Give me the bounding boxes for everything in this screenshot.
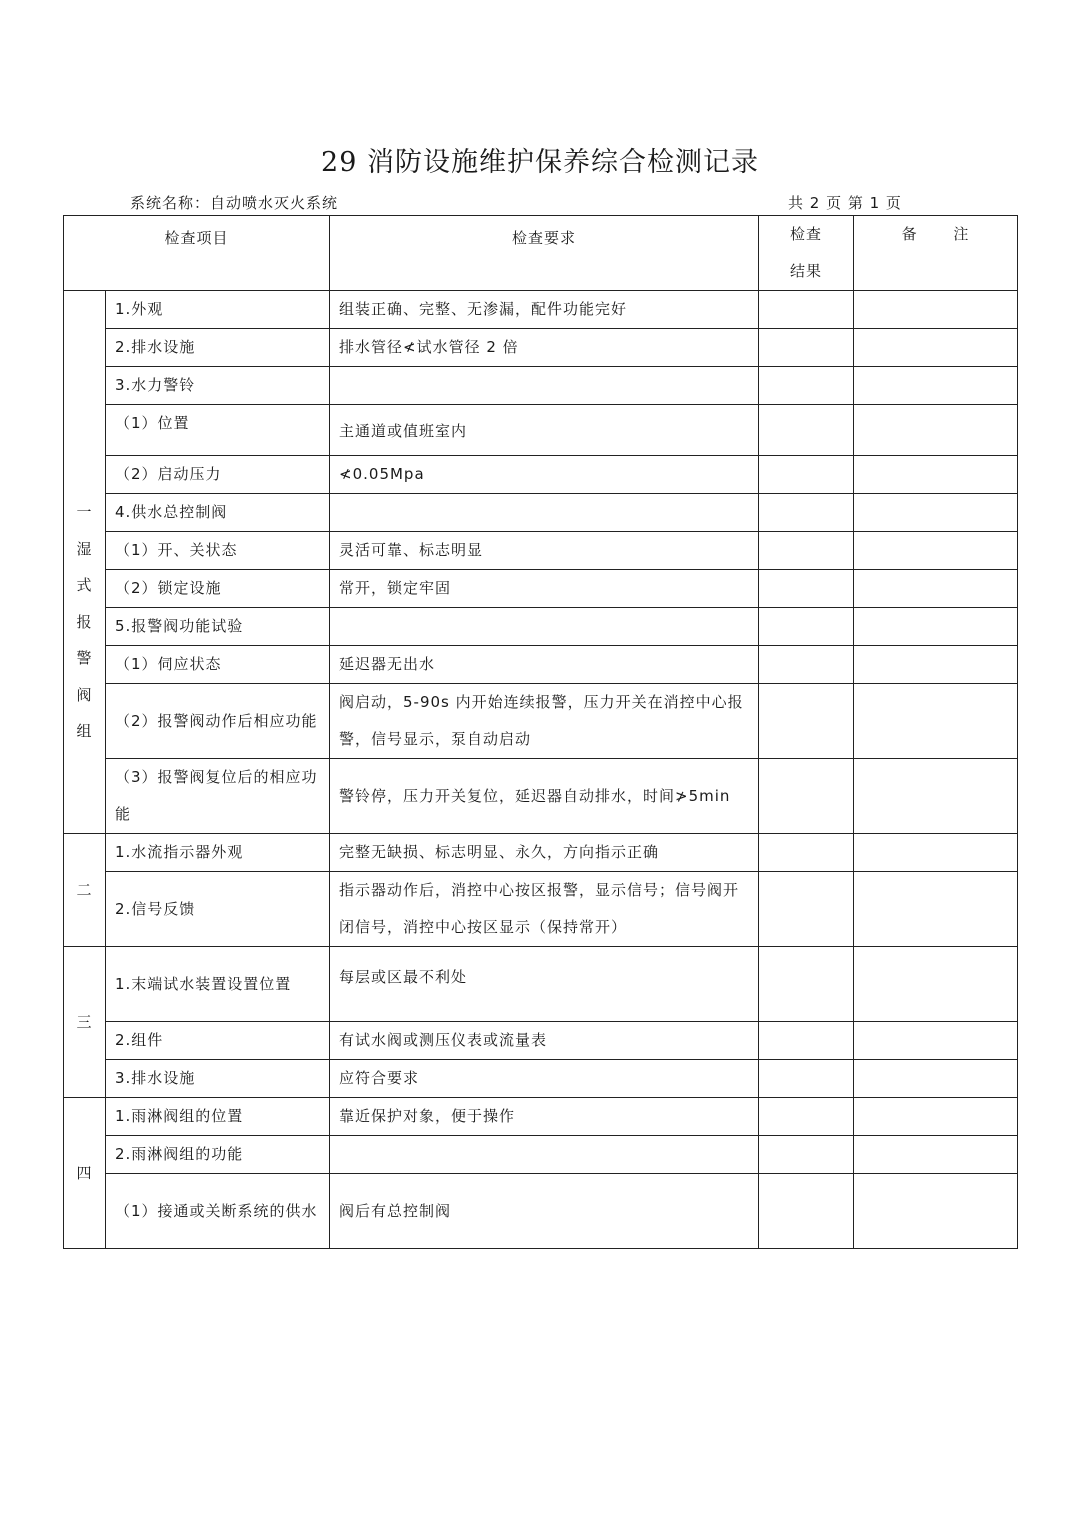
requirement-cell: 主通道或值班室内: [330, 405, 759, 456]
note-cell[interactable]: [854, 1174, 1018, 1249]
requirement-cell: ≮0.05Mpa: [330, 456, 759, 494]
table-row: [64, 872, 1018, 947]
item-cell: （3）报警阀复位后的相应功能: [106, 759, 330, 834]
item-cell: 1.水流指示器外观: [106, 834, 330, 872]
note-cell[interactable]: [854, 1098, 1018, 1136]
result-cell[interactable]: [759, 456, 854, 494]
result-cell[interactable]: [759, 947, 854, 1022]
table-row: [64, 1136, 1018, 1174]
item-cell: 5.报警阀功能试验: [106, 608, 330, 646]
table-row: [64, 646, 1018, 684]
note-cell[interactable]: [854, 1136, 1018, 1174]
result-cell[interactable]: [759, 367, 854, 405]
note-cell[interactable]: [854, 291, 1018, 329]
requirement-cell: 组装正确、完整、无渗漏，配件功能完好: [330, 291, 759, 329]
note-cell[interactable]: [854, 872, 1018, 947]
table-row: [64, 405, 1018, 456]
item-cell: （1）接通或关断系统的供水: [106, 1174, 330, 1249]
result-cell[interactable]: [759, 646, 854, 684]
requirement-cell: [330, 367, 759, 405]
table-row: [64, 570, 1018, 608]
table-row: [64, 684, 1018, 759]
item-cell: 2.组件: [106, 1022, 330, 1060]
requirement-cell: 常开，锁定牢固: [330, 570, 759, 608]
header-requirement: 检查要求: [330, 216, 759, 291]
requirement-cell: 完整无缺损、标志明显、永久，方向指示正确: [330, 834, 759, 872]
item-cell: （1）开、关状态: [106, 532, 330, 570]
result-cell[interactable]: [759, 1098, 854, 1136]
group-label: 一湿式报警阀组: [64, 291, 106, 834]
result-cell[interactable]: [759, 532, 854, 570]
item-cell: 2.排水设施: [106, 329, 330, 367]
item-cell: 1.外观: [106, 291, 330, 329]
system-name: 系统名称：自动喷水灭火系统: [130, 194, 339, 212]
requirement-cell: [330, 1136, 759, 1174]
requirement-cell: 排水管径≮试水管径 2 倍: [330, 329, 759, 367]
note-cell[interactable]: [854, 405, 1018, 456]
result-cell[interactable]: [759, 759, 854, 834]
inspection-table: [63, 215, 1018, 1249]
result-cell[interactable]: [759, 291, 854, 329]
table-row: [64, 532, 1018, 570]
item-cell: （1）位置: [106, 405, 330, 456]
note-cell[interactable]: [854, 494, 1018, 532]
header-result-line2: 结果: [790, 262, 823, 280]
result-cell[interactable]: [759, 405, 854, 456]
item-cell: 3.排水设施: [106, 1060, 330, 1098]
header-note: 备 注: [854, 216, 1018, 291]
requirement-cell: 有试水阀或测压仪表或流量表: [330, 1022, 759, 1060]
requirement-cell: [330, 494, 759, 532]
requirement-cell: 延迟器无出水: [330, 646, 759, 684]
note-cell[interactable]: [854, 1022, 1018, 1060]
requirement-cell: 靠近保护对象，便于操作: [330, 1098, 759, 1136]
table-row: [64, 759, 1018, 834]
requirement-cell: 阀后有总控制阀: [330, 1174, 759, 1249]
note-cell[interactable]: [854, 1060, 1018, 1098]
item-cell: 1.雨淋阀组的位置: [106, 1098, 330, 1136]
note-cell[interactable]: [854, 759, 1018, 834]
table-row: [64, 1174, 1018, 1249]
result-cell[interactable]: [759, 1022, 854, 1060]
table-row: [64, 329, 1018, 367]
item-cell: （2）启动压力: [106, 456, 330, 494]
requirement-cell: [330, 608, 759, 646]
item-cell: 4.供水总控制阀: [106, 494, 330, 532]
item-cell: （2）报警阀动作后相应功能: [106, 684, 330, 759]
table-row: [64, 494, 1018, 532]
note-cell[interactable]: [854, 684, 1018, 759]
result-cell[interactable]: [759, 872, 854, 947]
table-row: [64, 1022, 1018, 1060]
result-cell[interactable]: [759, 329, 854, 367]
note-cell[interactable]: [854, 947, 1018, 1022]
item-cell: 2.信号反馈: [106, 872, 330, 947]
note-cell[interactable]: [854, 456, 1018, 494]
item-cell: 1.末端试水装置设置位置: [106, 947, 330, 1022]
requirement-cell: 灵活可靠、标志明显: [330, 532, 759, 570]
table-row: [64, 1060, 1018, 1098]
item-cell: 2.雨淋阀组的功能: [106, 1136, 330, 1174]
note-cell[interactable]: [854, 570, 1018, 608]
note-cell[interactable]: [854, 532, 1018, 570]
header-row: [64, 216, 1018, 291]
header-item: 检查项目: [64, 216, 330, 291]
table-row: [64, 456, 1018, 494]
page-info: 共 2 页 第 1 页: [788, 194, 902, 212]
table-row: [64, 947, 1018, 1022]
requirement-cell: 应符合要求: [330, 1060, 759, 1098]
header-result-line1: 检查: [790, 225, 823, 243]
table-row: [64, 367, 1018, 405]
group-label: 四: [64, 1098, 106, 1249]
result-cell[interactable]: [759, 494, 854, 532]
note-cell[interactable]: [854, 834, 1018, 872]
table-row: [64, 834, 1018, 872]
group-label: 三: [64, 947, 106, 1098]
group-label: 二: [64, 834, 106, 947]
result-cell[interactable]: [759, 608, 854, 646]
note-cell[interactable]: [854, 608, 1018, 646]
note-cell[interactable]: [854, 646, 1018, 684]
result-cell[interactable]: [759, 1060, 854, 1098]
result-cell[interactable]: [759, 834, 854, 872]
result-cell[interactable]: [759, 1174, 854, 1249]
item-cell: （2）锁定设施: [106, 570, 330, 608]
page-title: 29 消防设施维护保养综合检测记录: [321, 147, 759, 178]
requirement-cell: 阀启动，5-90s 内开始连续报警，压力开关在消控中心报警，信号显示，泵自动启动: [330, 684, 759, 759]
header-result: [759, 216, 854, 291]
requirement-cell: 警铃停，压力开关复位，延迟器自动排水，时间≯5min: [330, 759, 759, 834]
table-row: [64, 1098, 1018, 1136]
item-cell: （1）伺应状态: [106, 646, 330, 684]
item-cell: 3.水力警铃: [106, 367, 330, 405]
result-cell[interactable]: [759, 1136, 854, 1174]
table-row: [64, 608, 1018, 646]
result-cell[interactable]: [759, 570, 854, 608]
note-cell[interactable]: [854, 367, 1018, 405]
requirement-cell: 指示器动作后，消控中心按区报警，显示信号；信号阀开闭信号，消控中心按区显示（保持常开）: [330, 872, 759, 947]
requirement-cell: 每层或区最不利处: [330, 947, 759, 1022]
note-cell[interactable]: [854, 329, 1018, 367]
result-cell[interactable]: [759, 684, 854, 759]
table-row: [64, 291, 1018, 329]
